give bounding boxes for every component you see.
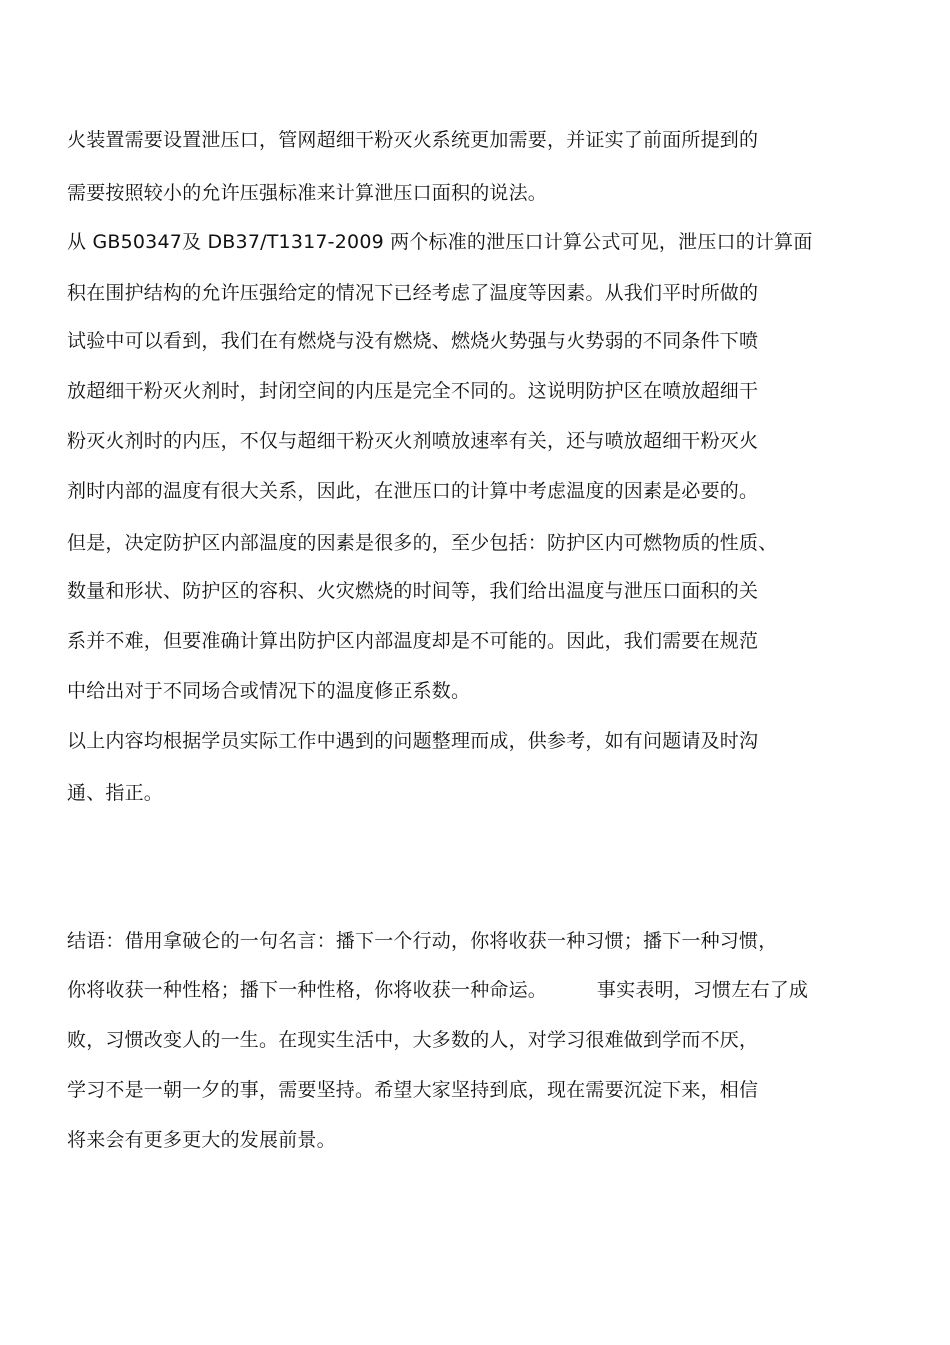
text-line: 积在围护结构的允许压强给定的情况下已经考虑了温度等因素。从我们平时所做的 xyxy=(67,282,759,304)
text-line: 败，习惯改变人的一生。在现实生活中，大多数的人，对学习很难做到学而不厌， xyxy=(67,1029,759,1051)
text-line: 系并不难，但要准确计算出防护区内部温度却是不可能的。因此，我们需要在规范 xyxy=(67,630,759,652)
text-line: 将来会有更多更大的发展前景。 xyxy=(67,1129,336,1151)
text-line: 以上内容均根据学员实际工作中遇到的问题整理而成，供参考，如有问题请及时沟 xyxy=(67,730,759,752)
text-line: 火装置需要设置泄压口，管网超细干粉灭火系统更加需要，并证实了前面所提到的 xyxy=(67,129,759,151)
text-line: 放超细干粉灭火剂时，封闭空间的内压是完全不同的。这说明防护区在喷放超细干 xyxy=(67,380,759,402)
text-line: 数量和形状、防护区的容积、火灾燃烧的时间等，我们给出温度与泄压口面积的关 xyxy=(67,580,759,602)
text-line: 通、指正。 xyxy=(67,782,164,804)
text-line: 剂时内部的温度有很大关系，因此，在泄压口的计算中考虑温度的因素是必要的。 xyxy=(67,480,759,502)
text-line: 中给出对于不同场合或情况下的温度修正系数。 xyxy=(67,680,471,702)
text-line: 粉灭火剂时的内压，不仅与超细干粉灭火剂喷放速率有关，还与喷放超细干粉灭火 xyxy=(67,430,759,452)
text-line: 但是，决定防护区内部温度的因素是很多的，至少包括：防护区内可燃物质的性质、 xyxy=(67,532,778,554)
text-line: 试验中可以看到，我们在有燃烧与没有燃烧、燃烧火势强与火势弱的不同条件下喷 xyxy=(67,330,759,352)
text-line: 结语：借用拿破仑的一句名言：播下一个行动，你将收获一种习惯；播下一种习惯， xyxy=(67,930,778,952)
text-line: 从 GB50347及 DB37/T1317-2009 两个标准的泄压口计算公式可见，泄压口的计算面 xyxy=(67,231,813,253)
text-line: 需要按照较小的允许压强标准来计算泄压口面积的说法。 xyxy=(67,182,548,204)
text-line: 你将收获一种性格；播下一种性格，你将收获一种命运。 事实表明，习惯左右了成 xyxy=(67,979,809,1001)
text-line: 学习不是一朝一夕的事，需要坚持。希望大家坚持到底，现在需要沉淀下来，相信 xyxy=(67,1079,759,1101)
